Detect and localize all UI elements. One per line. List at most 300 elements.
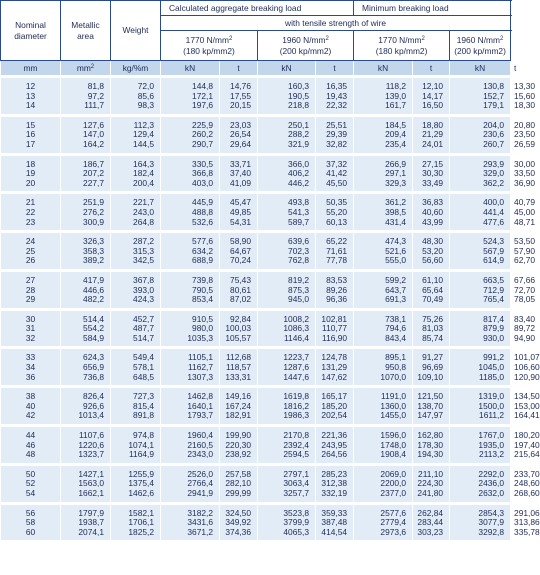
cell-value: 260,2 [192, 129, 213, 140]
cell-value: 165,17 [321, 391, 348, 402]
weight-cell [111, 115, 161, 154]
cell-value: 60 [25, 526, 36, 537]
cell-value: 33,71 [230, 158, 251, 169]
cell-value: 1074,1 [128, 439, 154, 450]
cell-value: 25,51 [326, 119, 348, 130]
cell-value: 2632,0 [478, 488, 505, 498]
dia-cell [1, 309, 61, 348]
cell-value: 366,0 [288, 158, 309, 169]
table-row-group: 38 40 42 826,4 926,6 1013,4 727,3 815,4 891,8 1462,8 1640,1 1793,7 149,16 167,24 182,91 1619,8 1816,2 1986,3 165,17 185,20 202,54 1191,0 1360,0 1455,0 121,50 138,70 147,97 1319,0 1500,0 1611,2 134,50 153,00 164,41 [1, 387, 511, 426]
cell-value: 276,2 [83, 206, 104, 217]
cell-value: 200,4 [133, 177, 154, 188]
cell-value: 3077,9 [478, 517, 505, 528]
weight-cell [111, 193, 161, 232]
cell-value: 22,32 [326, 100, 348, 111]
cell-value: 367,8 [133, 274, 154, 285]
cell-value: 2526,0 [187, 468, 213, 479]
cell-value: 129,4 [133, 129, 154, 140]
cell-value: 41,09 [230, 177, 251, 188]
cell-value: 27 [25, 274, 36, 285]
cell-value: 330,5 [192, 158, 213, 169]
cell-value: 164,2 [83, 138, 104, 149]
calc-1770-kn-cell [161, 232, 220, 271]
min-1960-kn-cell [450, 77, 511, 116]
cell-value: 1447,6 [283, 371, 309, 382]
cell-value: 110,77 [322, 323, 348, 334]
cell-value: 14,17 [422, 90, 444, 101]
calc-1960-t-cell [316, 464, 354, 503]
cell-value: 324,50 [225, 507, 251, 518]
cell-value: 1045,0 [478, 362, 505, 373]
unit-calc-1770-kn: kN [161, 61, 220, 77]
min-1960-kn-cell [450, 154, 511, 193]
cell-value: 321,9 [288, 138, 309, 149]
cell-value: 488,8 [192, 206, 213, 217]
cell-value: 70,49 [422, 294, 444, 305]
cell-value: 21 [25, 197, 36, 208]
cell-value: 567,9 [483, 245, 505, 256]
calc-1960-kn-cell [258, 154, 316, 193]
cell-value: 164,3 [133, 158, 154, 169]
cell-value: 190,5 [288, 90, 309, 101]
cell-value: 431,4 [385, 216, 407, 227]
cell-value: 2069,0 [380, 468, 407, 479]
cell-value: 290,7 [192, 138, 213, 149]
cell-value: 160,3 [288, 81, 309, 91]
area-cell [61, 77, 111, 116]
calc-1960-kn-cell [258, 309, 316, 348]
cell-value: 25 [25, 245, 36, 256]
cell-value: 349,92 [225, 517, 251, 528]
cell-value: 185,20 [321, 400, 348, 411]
cell-value: 326,3 [83, 236, 104, 247]
cell-value: 266,9 [385, 158, 407, 169]
cell-value: 4065,3 [283, 526, 309, 537]
calc-1770-kn-cell [161, 309, 220, 348]
cell-value: 91,27 [422, 352, 444, 363]
min-1770-t-cell [413, 426, 450, 465]
cell-value: 34 [25, 362, 36, 373]
cell-value: 250,1 [288, 119, 309, 130]
cell-value: 374,36 [225, 526, 251, 537]
cell-value: 85,6 [137, 90, 154, 101]
cell-value: 414,54 [321, 526, 348, 537]
cell-value: 45,50 [326, 177, 348, 188]
cell-value: 178,30 [417, 439, 444, 450]
cell-value: 42 [25, 410, 36, 421]
calc-1770-t-cell [220, 115, 258, 154]
cell-value: 3292,8 [478, 526, 505, 537]
calc-1960-kn-cell [258, 464, 316, 503]
cell-value: 3523,8 [283, 507, 309, 518]
weight-cell [111, 464, 161, 503]
cell-value: 1223,7 [283, 352, 309, 363]
cell-value: 184,5 [385, 119, 407, 130]
cell-value: 2779,4 [380, 517, 407, 528]
calc-1770-t-cell [220, 503, 258, 541]
header-calc-1960-line2: (200 kp/mm2) [279, 45, 332, 56]
area-cell [61, 232, 111, 271]
cell-value: 260,7 [483, 138, 505, 149]
weight-cell [111, 154, 161, 193]
dia-cell [1, 154, 61, 193]
cell-value: 18 [25, 158, 36, 169]
cell-value: 138,70 [417, 400, 444, 411]
cell-value: 945,0 [288, 294, 309, 305]
cell-value: 1563,0 [78, 478, 104, 489]
cell-value: 1319,0 [478, 391, 505, 402]
calc-1960-kn-cell [258, 193, 316, 232]
cell-value: 58,90 [230, 236, 251, 247]
cell-value: 2113,2 [479, 449, 505, 460]
cell-value: 48,30 [422, 236, 444, 247]
cell-value: 441,4 [483, 206, 505, 217]
cell-value: 262,84 [417, 507, 444, 518]
cell-value: 514,4 [83, 313, 104, 324]
cell-value: 815,4 [133, 400, 154, 411]
calc-1770-t-cell [220, 464, 258, 503]
calc-1770-t-cell [220, 270, 258, 309]
cell-value: 2292,0 [478, 468, 505, 479]
cell-value: 230,6 [483, 129, 505, 140]
cell-value: 3257,7 [283, 488, 309, 498]
cell-value: 131,29 [321, 362, 348, 373]
weight-cell [111, 77, 161, 116]
cell-value: 65,64 [422, 284, 444, 295]
cell-value: 1596,0 [380, 430, 407, 441]
cell-value: 790,5 [192, 284, 213, 295]
table-row-group: 27 28 29 417,9 446,6 482,2 367,8 393,0 424,3 739,8 790,5 853,4 75,43 80,61 87,02 819,2 875,3 945,0 83,53 89,26 96,36 599,2 643,7 691,3 61,10 65,64 70,49 663,5 712,9 765,4 67,66 72,70 78,05 [1, 270, 511, 309]
cell-value: 1375,4 [128, 478, 154, 489]
header-calculated-breaking-load: Calculated aggregate breaking load [161, 1, 354, 16]
weight-cell [111, 270, 161, 309]
cell-value: 80,61 [230, 284, 251, 295]
cell-value: 826,4 [83, 391, 104, 402]
cell-value: 400,0 [483, 197, 505, 208]
calc-1770-t-cell [220, 77, 258, 116]
cell-value: 288,2 [288, 129, 309, 140]
table-row-group: 44 46 48 1107,6 1220,6 1323,7 974,8 1074,1 1164,9 1960,4 2160,5 2343,0 199,90 220,30 238,92 2170,8 2392,4 2594,5 221,36 243,95 264,56 1596,0 1748,0 1908,4 162,80 178,30 194,30 1767,0 1935,0 2113,2 180,20 197,40 215,64 [1, 426, 511, 465]
cell-value: 691,3 [385, 294, 407, 305]
cell-value: 599,2 [385, 274, 407, 285]
cell-value: 21,29 [422, 129, 444, 140]
cell-value: 30 [25, 313, 36, 324]
cell-value: 17 [25, 138, 36, 149]
cell-value: 109,10 [417, 371, 444, 382]
cell-value: 15 [25, 119, 36, 130]
cell-value: 3431,6 [187, 517, 213, 528]
cell-value: 577,6 [192, 236, 213, 247]
calc-1770-kn-cell [161, 387, 220, 426]
cell-value: 794,6 [385, 323, 407, 334]
cell-value: 1035,3 [187, 332, 213, 343]
cell-value: 639,6 [288, 236, 309, 247]
cell-value: 56 [25, 507, 36, 518]
unit-calc-1960-t: t [316, 61, 354, 77]
cell-value: 300,9 [83, 216, 104, 227]
dia-cell [1, 387, 61, 426]
cell-value: 366,8 [192, 168, 213, 179]
cell-value: 235,4 [385, 138, 407, 149]
cell-value: 31 [25, 323, 36, 334]
cell-value: 204,0 [483, 119, 505, 130]
cell-value: 445,9 [192, 197, 213, 208]
cell-value: 648,5 [133, 371, 154, 382]
cell-value: 417,9 [83, 274, 104, 285]
cell-value: 524,3 [483, 236, 505, 247]
cell-value: 1938,7 [78, 517, 104, 528]
cell-value: 2797,1 [283, 468, 309, 479]
cell-value: 452,7 [133, 313, 154, 324]
calc-1770-kn-cell [161, 115, 220, 154]
area-cell [61, 348, 111, 387]
min-1960-kn-cell [450, 503, 511, 541]
cell-value: 487,7 [133, 323, 154, 334]
cell-value: 283,44 [417, 517, 444, 528]
header-calc-1770 [161, 31, 258, 61]
cell-value: 33 [25, 352, 36, 363]
calc-1960-t-cell [316, 270, 354, 309]
min-1960-kn-cell [450, 348, 511, 387]
cell-value: 1793,7 [187, 410, 213, 421]
weight-cell [111, 503, 161, 541]
calc-1770-t-cell [220, 193, 258, 232]
calc-1960-kn-cell [258, 426, 316, 465]
min-1770-kn-cell [354, 309, 413, 348]
cell-value: 2343,0 [187, 449, 213, 460]
cell-value: 299,99 [225, 488, 251, 498]
cell-value: 102,81 [321, 313, 348, 324]
min-1960-kn-cell [450, 193, 511, 232]
cell-value: 1706,1 [128, 517, 154, 528]
cell-value: 2074,1 [78, 526, 104, 537]
calc-1960-kn-cell [258, 387, 316, 426]
header-calc-1770-line1: 1770 $N/mm^2$ [185, 34, 233, 45]
cell-value: 56,60 [422, 255, 444, 266]
cell-value: 1360,0 [380, 400, 407, 411]
cell-value: 26,54 [230, 129, 251, 140]
cell-value: 584,9 [83, 332, 104, 343]
cell-value: 614,9 [483, 255, 505, 266]
calc-1770-t-cell [220, 387, 258, 426]
cell-value: 81,03 [422, 323, 444, 334]
cell-value: 85,74 [422, 332, 444, 343]
calc-1960-kn-cell [258, 115, 316, 154]
cell-value: 312,38 [321, 478, 348, 489]
cell-value: 147,0 [83, 129, 104, 140]
cell-value: 37,40 [230, 168, 251, 179]
cell-value: 1611,2 [479, 410, 505, 421]
cell-value: 147,62 [321, 371, 348, 382]
units-row: mm $mm^2$ kg/%m kN t kN t kN t kN t [1, 61, 511, 77]
unit-area: $mm^2$ [61, 61, 111, 77]
calc-1770-kn-cell [161, 154, 220, 193]
cell-value: 28 [25, 284, 36, 295]
cell-value: 182,91 [225, 410, 251, 421]
cell-value: 891,8 [133, 410, 154, 421]
min-1960-kn-cell [450, 387, 511, 426]
weight-cell [111, 232, 161, 271]
cell-value: 179,1 [483, 100, 505, 111]
cell-value: 60,13 [326, 216, 348, 227]
cell-value: 30,30 [422, 168, 444, 179]
cell-value: 22 [25, 206, 36, 217]
cell-value: 27,15 [422, 158, 444, 169]
cell-value: 112,68 [226, 352, 251, 363]
cell-value: 89,26 [326, 284, 348, 295]
cell-value: 1748,0 [380, 439, 407, 450]
cell-value: 149,16 [225, 391, 251, 402]
header-calc-1960 [258, 31, 354, 61]
area-cell [61, 154, 111, 193]
unit-min-1770-t: t [413, 61, 450, 77]
min-1960-kn-cell [450, 115, 511, 154]
unit-diameter: mm [1, 61, 61, 77]
cell-value: 3182,2 [187, 507, 213, 518]
cell-value: 55,20 [326, 206, 348, 217]
cell-value: 40 [25, 400, 36, 411]
cell-value: 474,3 [385, 236, 407, 247]
cell-value: 477,6 [483, 216, 505, 227]
header-calc-1770-line2: (180 kp/mm2) [183, 45, 235, 56]
cell-value: 182,4 [133, 168, 154, 179]
cell-value: 3799,9 [283, 517, 309, 528]
cell-value: 736,8 [83, 371, 104, 382]
cell-value: 879,9 [483, 323, 505, 334]
cell-value: 329,3 [385, 177, 407, 188]
cell-value: 29 [25, 294, 36, 305]
cell-value: 1287,6 [283, 362, 309, 373]
cell-value: 1455,0 [380, 410, 407, 421]
cell-value: 663,5 [483, 274, 505, 285]
header-min-1770-line2: (180 kp/mm2) [375, 45, 428, 56]
table-row-group: 30 31 32 514,4 554,2 584,9 452,7 487,7 514,7 910,5 980,0 1035,3 92,84 100,03 105,57 1008,2 1086,3 1146,4 102,81 110,77 116,90 738,1 794,6 843,4 75,26 81,03 85,74 817,4 879,9 930,0 83,40 89,72 94,90 [1, 309, 511, 348]
dia-cell [1, 426, 61, 465]
cell-value: 554,2 [83, 323, 104, 334]
calc-1770-kn-cell [161, 270, 220, 309]
cell-value: 133,31 [225, 371, 251, 382]
cell-value: 197,6 [192, 100, 213, 111]
area-cell [61, 387, 111, 426]
min-1960-kn-cell [450, 309, 511, 348]
cell-value: 819,2 [288, 274, 309, 285]
cell-value: 211,10 [418, 468, 444, 479]
min-1770-t-cell [413, 77, 450, 116]
cell-value: 1191,0 [381, 391, 407, 402]
cell-value: 303,23 [417, 526, 444, 537]
area-cell [61, 270, 111, 309]
cell-value: 389,2 [83, 255, 104, 266]
cell-value: 50,35 [326, 197, 348, 208]
cell-value: 46 [25, 439, 36, 450]
cell-value: 127,6 [83, 119, 104, 130]
cell-value: 688,9 [192, 255, 213, 266]
cell-value: 24 [25, 236, 36, 247]
cell-value: 1070,0 [380, 371, 407, 382]
cell-value: 1986,3 [283, 410, 309, 421]
cell-value: 105,57 [225, 332, 251, 343]
min-1770-kn-cell [354, 193, 413, 232]
cell-value: 926,6 [83, 400, 104, 411]
header-min-1770 [354, 31, 450, 61]
cell-value: 853,4 [192, 294, 213, 305]
cell-value: 3671,2 [187, 526, 213, 537]
cell-value: 1960,4 [187, 430, 213, 441]
min-1770-t-cell [413, 309, 450, 348]
cell-value: 220,30 [225, 439, 251, 450]
cell-value: 910,5 [192, 313, 213, 324]
cell-value: 14 [25, 100, 36, 111]
cell-value: 1816,2 [283, 400, 309, 411]
cell-value: 393,0 [133, 284, 154, 295]
calc-1770-t-cell [220, 154, 258, 193]
cell-value: 930,0 [483, 332, 505, 343]
cell-value: 974,8 [133, 430, 154, 441]
cell-value: 199,90 [225, 430, 251, 441]
weight-cell [111, 387, 161, 426]
min-1770-t-cell [413, 115, 450, 154]
min-1960-kn-cell [450, 464, 511, 503]
cell-value: 264,56 [321, 449, 348, 460]
cell-value: 29,39 [326, 129, 348, 140]
cell-value: 202,54 [321, 410, 348, 421]
calc-1770-t-cell [220, 348, 258, 387]
cell-value: 24,01 [422, 138, 444, 149]
weight-cell [111, 348, 161, 387]
calc-1770-kn-cell [161, 77, 220, 116]
cell-value: 218,8 [288, 100, 309, 111]
cell-value: 482,2 [83, 294, 104, 305]
cell-value: 493,8 [288, 197, 309, 208]
cell-value: 17,55 [230, 90, 251, 101]
dia-cell [1, 270, 61, 309]
cell-value: 1500,0 [478, 400, 505, 411]
cell-value: 2854,3 [478, 507, 505, 518]
cell-value: 98,3 [137, 100, 154, 111]
calc-1960-t-cell [316, 232, 354, 271]
cell-value: 194,30 [417, 449, 444, 460]
cell-value: 991,2 [483, 352, 505, 363]
cell-value: 167,24 [225, 400, 251, 411]
table-row-group: 50 52 54 1427,1 1563,0 1662,1 1255,9 1375,4 1462,6 2526,0 2766,4 2941,9 257,58 282,10 299,99 2797,1 3063,4 3257,7 285,23 312,38 332,19 2069,0 2200,0 2377,0 211,10 224,30 241,80 2292,0 2436,0 2632,0 233,70 248,60 268,60 [1, 464, 511, 503]
area-cell [61, 503, 111, 541]
cell-value: 1935,0 [478, 439, 505, 450]
cell-value: 118,2 [385, 81, 407, 91]
area-cell [61, 309, 111, 348]
header-min-1960-line2: (200 kp/mm2) [454, 45, 506, 56]
cell-value: 1013,4 [78, 410, 104, 421]
cell-value: 72,0 [137, 81, 154, 91]
calc-1960-kn-cell [258, 348, 316, 387]
calc-1770-kn-cell [161, 426, 220, 465]
weight-cell [111, 309, 161, 348]
cell-value: 1619,8 [283, 391, 309, 402]
cell-value: 75,43 [230, 274, 251, 285]
cell-value: 43,99 [422, 216, 444, 227]
unit-min-1960-kn: kN [450, 61, 511, 77]
cell-value: 186,7 [83, 158, 104, 169]
cell-value: 147,97 [417, 410, 444, 421]
cell-value: 64,67 [230, 245, 251, 256]
cell-value: 121,50 [417, 391, 444, 402]
table-row-group: 24 25 26 326,3 358,3 389,2 287,2 315,3 342,5 577,6 634,2 688,9 58,90 64,67 70,24 639,6 702,3 762,8 65,22 71,61 77,78 474,3 521,6 555,0 48,30 53,20 56,60 524,3 567,9 614,9 53,50 57,90 62,70 [1, 232, 511, 271]
table-row-group: 56 58 60 1797,9 1938,7 2074,1 1582,1 1706,1 1825,2 3182,2 3431,6 3671,2 324,50 349,92 374,36 3523,8 3799,9 4065,3 359,33 387,48 414,54 2577,6 2779,4 2973,6 262,84 283,44 303,23 2854,3 3077,9 3292,8 291,06 313,86 335,78 [1, 503, 511, 541]
cell-value: 97,2 [87, 90, 104, 101]
cell-value: 2594,5 [283, 449, 309, 460]
cell-value: 624,3 [83, 352, 104, 363]
weight-cell [111, 426, 161, 465]
cell-value: 702,3 [288, 245, 309, 256]
